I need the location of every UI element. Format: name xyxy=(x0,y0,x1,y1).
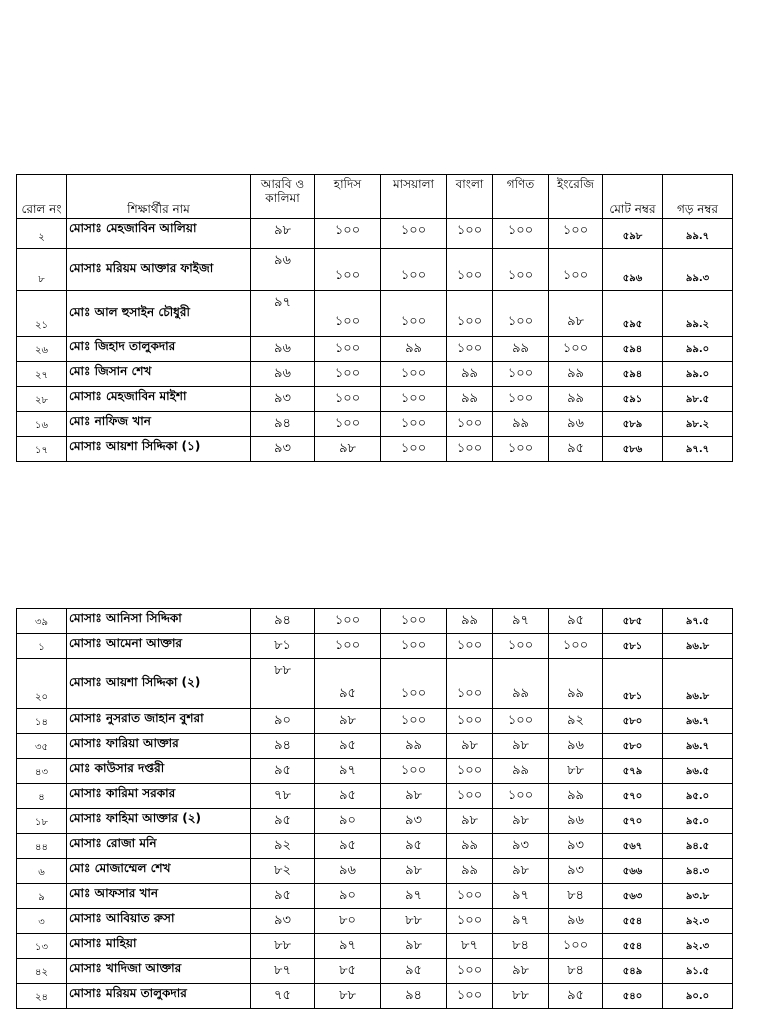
total-cell: ৫৭০ xyxy=(603,784,663,809)
bangla-mark-cell: ১০০ xyxy=(447,412,493,437)
results-table-2 xyxy=(16,608,733,1009)
english-mark-cell: ৯৫ xyxy=(549,984,603,1009)
total-cell: ৫৬৬ xyxy=(603,859,663,884)
math-mark-cell: ৯৮ xyxy=(493,809,549,834)
arabic-mark-cell: ৯৪ xyxy=(251,734,315,759)
hadith-mark-cell: ৯৮ xyxy=(315,709,381,734)
masala-mark-cell: ৯৩ xyxy=(381,809,447,834)
arabic-mark-cell: ৮৮ xyxy=(251,659,315,709)
masala-mark-cell: ১০০ xyxy=(381,437,447,462)
table-row xyxy=(17,834,733,859)
bangla-mark-cell: ১০০ xyxy=(447,984,493,1009)
arabic-mark-cell: ৯৫ xyxy=(251,884,315,909)
table-row xyxy=(17,437,733,462)
average-cell: ৯৯.৭ xyxy=(663,219,733,249)
english-mark-cell: ৯৩ xyxy=(549,859,603,884)
table-row xyxy=(17,659,733,709)
student-name-cell: মোসাঃ মরিয়ম আক্তার ফাইজা xyxy=(67,249,251,291)
arabic-mark-cell: ৯৭ xyxy=(251,291,315,337)
arabic-mark-cell: ৭৫ xyxy=(251,984,315,1009)
table-row xyxy=(17,959,733,984)
arabic-mark-cell: ৯৩ xyxy=(251,387,315,412)
bangla-mark-cell: ৯৯ xyxy=(447,362,493,387)
roll-cell: ১৪ xyxy=(17,709,67,734)
total-cell: ৫৯৪ xyxy=(603,362,663,387)
roll-cell: ২১ xyxy=(17,291,67,337)
student-name-cell: মোঃ জিহাদ তালুকদার xyxy=(67,337,251,362)
table-row xyxy=(17,387,733,412)
average-cell: ৯১.৫ xyxy=(663,959,733,984)
table-row xyxy=(17,609,733,634)
student-name-cell: মোসাঃ মেহজাবিন আলিয়া xyxy=(67,219,251,249)
arabic-mark-cell: ৯৩ xyxy=(251,437,315,462)
arabic-mark-cell: ৯৬ xyxy=(251,362,315,387)
average-cell: ৯৯.০ xyxy=(663,337,733,362)
math-mark-cell: ১০০ xyxy=(493,362,549,387)
student-name-cell: মোসাঃ মেহজাবিন মাইশা xyxy=(67,387,251,412)
hadith-mark-cell: ৯০ xyxy=(315,809,381,834)
average-cell: ৯৭.৫ xyxy=(663,609,733,634)
masala-mark-cell: ১০০ xyxy=(381,249,447,291)
english-mark-cell: ৯৫ xyxy=(549,437,603,462)
roll-cell: ৪৪ xyxy=(17,834,67,859)
student-name-cell: মোঃ কাউসার দপ্তরী xyxy=(67,759,251,784)
english-mark-cell: ৯২ xyxy=(549,709,603,734)
roll-cell: ১৬ xyxy=(17,412,67,437)
hadith-mark-cell: ৯০ xyxy=(315,884,381,909)
student-name-cell: মোঃ আফসার খান xyxy=(67,884,251,909)
bangla-mark-cell: ১০০ xyxy=(447,909,493,934)
table-row xyxy=(17,412,733,437)
table-row xyxy=(17,984,733,1009)
hadith-mark-cell: ১০০ xyxy=(315,387,381,412)
average-cell: ৯৩.৮ xyxy=(663,884,733,909)
roll-cell: ১৩ xyxy=(17,934,67,959)
roll-cell: ২০ xyxy=(17,659,67,709)
arabic-mark-cell: ৯৪ xyxy=(251,609,315,634)
math-mark-cell: ১০০ xyxy=(493,709,549,734)
total-cell: ৫৮৬ xyxy=(603,437,663,462)
total-cell: ৫৭৯ xyxy=(603,759,663,784)
masala-mark-cell: ১০০ xyxy=(381,291,447,337)
roll-cell: ৮ xyxy=(17,249,67,291)
average-cell: ৯২.৩ xyxy=(663,909,733,934)
english-mark-cell: ৯৯ xyxy=(549,659,603,709)
header-english: ইংরেজি xyxy=(549,175,603,219)
results-body-1 xyxy=(17,219,733,462)
student-name-cell: মোঃ জিসান শেখ xyxy=(67,362,251,387)
masala-mark-cell: ৯৫ xyxy=(381,834,447,859)
english-mark-cell: ৮৮ xyxy=(549,759,603,784)
table-row xyxy=(17,884,733,909)
masala-mark-cell: ৯৯ xyxy=(381,734,447,759)
english-mark-cell: ৯৬ xyxy=(549,909,603,934)
english-mark-cell: ৯৯ xyxy=(549,784,603,809)
masala-mark-cell: ১০০ xyxy=(381,362,447,387)
english-mark-cell: ১০০ xyxy=(549,219,603,249)
masala-mark-cell: ৯৮ xyxy=(381,859,447,884)
masala-mark-cell: ১০০ xyxy=(381,609,447,634)
average-cell: ৯৮.২ xyxy=(663,412,733,437)
total-cell: ৫৮১ xyxy=(603,634,663,659)
math-mark-cell: ১০০ xyxy=(493,437,549,462)
total-cell: ৫৯১ xyxy=(603,387,663,412)
average-cell: ৯২.৩ xyxy=(663,934,733,959)
english-mark-cell: ১০০ xyxy=(549,337,603,362)
bangla-mark-cell: ৯৯ xyxy=(447,609,493,634)
student-name-cell: মোসাঃ কারিমা সরকার xyxy=(67,784,251,809)
header-name: শিক্ষার্থীর নাম xyxy=(67,175,251,219)
bangla-mark-cell: ১০০ xyxy=(447,219,493,249)
math-mark-cell: ১০০ xyxy=(493,219,549,249)
bangla-mark-cell: ১০০ xyxy=(447,634,493,659)
average-cell: ৯৫.০ xyxy=(663,809,733,834)
bangla-mark-cell: ৯৮ xyxy=(447,809,493,834)
bangla-mark-cell: ৮৭ xyxy=(447,934,493,959)
arabic-mark-cell: ৯৫ xyxy=(251,759,315,784)
student-name-cell: মোসাঃ নুসরাত জাহান বুশরা xyxy=(67,709,251,734)
english-mark-cell: ৯৩ xyxy=(549,834,603,859)
bangla-mark-cell: ১০০ xyxy=(447,784,493,809)
math-mark-cell: ১০০ xyxy=(493,387,549,412)
hadith-mark-cell: ১০০ xyxy=(315,219,381,249)
english-mark-cell: ১০০ xyxy=(549,934,603,959)
average-cell: ৯৪.৩ xyxy=(663,859,733,884)
masala-mark-cell: ৯৭ xyxy=(381,884,447,909)
header-math: গণিত xyxy=(493,175,549,219)
arabic-mark-cell: ৯৬ xyxy=(251,337,315,362)
average-cell: ৯৭.৭ xyxy=(663,437,733,462)
math-mark-cell: ৯৯ xyxy=(493,412,549,437)
arabic-mark-cell: ৯৩ xyxy=(251,909,315,934)
average-cell: ৯০.০ xyxy=(663,984,733,1009)
header-arabic: আরবি ও কালিমা xyxy=(251,175,315,219)
table-row xyxy=(17,809,733,834)
masala-mark-cell: ১০০ xyxy=(381,759,447,784)
bangla-mark-cell: ১০০ xyxy=(447,249,493,291)
header-bangla: বাংলা xyxy=(447,175,493,219)
bangla-mark-cell: ১০০ xyxy=(447,291,493,337)
table-row xyxy=(17,859,733,884)
table-row xyxy=(17,709,733,734)
roll-cell: ৩৯ xyxy=(17,609,67,634)
arabic-mark-cell: ৮৮ xyxy=(251,934,315,959)
header-total: মোট নম্বর xyxy=(603,175,663,219)
student-name-cell: মোসাঃ ফাহিমা আক্তার (২) xyxy=(67,809,251,834)
masala-mark-cell: ১০০ xyxy=(381,387,447,412)
arabic-mark-cell: ৮২ xyxy=(251,859,315,884)
average-cell: ৯৪.৫ xyxy=(663,834,733,859)
total-cell: ৫৯৬ xyxy=(603,249,663,291)
hadith-mark-cell: ৯৮ xyxy=(315,437,381,462)
english-mark-cell: ১০০ xyxy=(549,634,603,659)
hadith-mark-cell: ৯৫ xyxy=(315,734,381,759)
arabic-mark-cell: ৯৬ xyxy=(251,249,315,291)
hadith-mark-cell: ৮০ xyxy=(315,909,381,934)
arabic-mark-cell: ৮১ xyxy=(251,634,315,659)
masala-mark-cell: ৯৫ xyxy=(381,959,447,984)
hadith-mark-cell: ৯৭ xyxy=(315,934,381,959)
masala-mark-cell: ৯৪ xyxy=(381,984,447,1009)
arabic-mark-cell: ৯২ xyxy=(251,834,315,859)
roll-cell: ১ xyxy=(17,634,67,659)
math-mark-cell: ৯৯ xyxy=(493,337,549,362)
hadith-mark-cell: ১০০ xyxy=(315,634,381,659)
roll-cell: ২৭ xyxy=(17,362,67,387)
math-mark-cell: ১০০ xyxy=(493,249,549,291)
table-row xyxy=(17,219,733,249)
hadith-mark-cell: ৯৭ xyxy=(315,759,381,784)
average-cell: ৯৮.৫ xyxy=(663,387,733,412)
total-cell: ৫৪০ xyxy=(603,984,663,1009)
bangla-mark-cell: ১০০ xyxy=(447,959,493,984)
roll-cell: ১৭ xyxy=(17,437,67,462)
masala-mark-cell: ৯৯ xyxy=(381,337,447,362)
bangla-mark-cell: ৯৯ xyxy=(447,387,493,412)
table-row xyxy=(17,734,733,759)
english-mark-cell: ৮৪ xyxy=(549,959,603,984)
total-cell: ৫৬৩ xyxy=(603,884,663,909)
english-mark-cell: ৯৯ xyxy=(549,362,603,387)
hadith-mark-cell: ৯৫ xyxy=(315,834,381,859)
arabic-mark-cell: ৯৪ xyxy=(251,412,315,437)
masala-mark-cell: ১০০ xyxy=(381,412,447,437)
math-mark-cell: ৮৮ xyxy=(493,984,549,1009)
average-cell: ৯৬.৭ xyxy=(663,709,733,734)
hadith-mark-cell: ৯৬ xyxy=(315,859,381,884)
hadith-mark-cell: ১০০ xyxy=(315,337,381,362)
student-name-cell: মোসাঃ আনিসা সিদ্দিকা xyxy=(67,609,251,634)
english-mark-cell: ৯৮ xyxy=(549,291,603,337)
roll-cell: ৩ xyxy=(17,909,67,934)
total-cell: ৫৮০ xyxy=(603,709,663,734)
math-mark-cell: ১০০ xyxy=(493,291,549,337)
student-name-cell: মোঃ মোজাম্মেল শেখ xyxy=(67,859,251,884)
hadith-mark-cell: ১০০ xyxy=(315,291,381,337)
math-mark-cell: ১০০ xyxy=(493,784,549,809)
table-row xyxy=(17,759,733,784)
roll-cell: ৯ xyxy=(17,884,67,909)
english-mark-cell: ৯৯ xyxy=(549,387,603,412)
student-name-cell: মোসাঃ খাদিজা আক্তার xyxy=(67,959,251,984)
masala-mark-cell: ৮৮ xyxy=(381,909,447,934)
bangla-mark-cell: ১০০ xyxy=(447,659,493,709)
masala-mark-cell: ১০০ xyxy=(381,709,447,734)
hadith-mark-cell: ৮৮ xyxy=(315,984,381,1009)
bangla-mark-cell: ১০০ xyxy=(447,437,493,462)
average-cell: ৯৬.৮ xyxy=(663,659,733,709)
table-row xyxy=(17,909,733,934)
bangla-mark-cell: ৯৯ xyxy=(447,834,493,859)
results-body-2 xyxy=(17,609,733,1009)
hadith-mark-cell: ৮৫ xyxy=(315,959,381,984)
english-mark-cell: ৮৪ xyxy=(549,884,603,909)
roll-cell: ২৮ xyxy=(17,387,67,412)
roll-cell: ২৬ xyxy=(17,337,67,362)
table-row xyxy=(17,249,733,291)
table-row xyxy=(17,784,733,809)
student-name-cell: মোসাঃ আবিয়াত রুসা xyxy=(67,909,251,934)
hadith-mark-cell: ৯৫ xyxy=(315,659,381,709)
total-cell: ৫৫৪ xyxy=(603,934,663,959)
total-cell: ৫৯৮ xyxy=(603,219,663,249)
total-cell: ৫৮০ xyxy=(603,734,663,759)
roll-cell: ৪ xyxy=(17,784,67,809)
total-cell: ৫৯৪ xyxy=(603,337,663,362)
arabic-mark-cell: ৯০ xyxy=(251,709,315,734)
student-name-cell: মোসাঃ আমেনা আক্তার xyxy=(67,634,251,659)
bangla-mark-cell: ৯৮ xyxy=(447,734,493,759)
hadith-mark-cell: ১০০ xyxy=(315,412,381,437)
table-row xyxy=(17,634,733,659)
header-masala: মাসয়ালা xyxy=(381,175,447,219)
math-mark-cell: ৯৮ xyxy=(493,959,549,984)
student-name-cell: মোসাঃ মাহিয়া xyxy=(67,934,251,959)
math-mark-cell: ৯৩ xyxy=(493,834,549,859)
masala-mark-cell: ১০০ xyxy=(381,634,447,659)
student-name-cell: মোসাঃ মরিয়ম তালুকদার xyxy=(67,984,251,1009)
student-name-cell: মোসাঃ ফারিয়া আক্তার xyxy=(67,734,251,759)
total-cell: ৫৮৫ xyxy=(603,609,663,634)
math-mark-cell: ৯৯ xyxy=(493,759,549,784)
average-cell: ৯৬.৫ xyxy=(663,759,733,784)
bangla-mark-cell: ১০০ xyxy=(447,337,493,362)
bangla-mark-cell: ৯৯ xyxy=(447,859,493,884)
average-cell: ৯৫.০ xyxy=(663,784,733,809)
math-mark-cell: ৯৮ xyxy=(493,734,549,759)
average-cell: ৯৬.৭ xyxy=(663,734,733,759)
arabic-mark-cell: ৯৮ xyxy=(251,219,315,249)
math-mark-cell: ৯৭ xyxy=(493,909,549,934)
masala-mark-cell: ৯৮ xyxy=(381,784,447,809)
bangla-mark-cell: ১০০ xyxy=(447,884,493,909)
student-name-cell: মোসাঃ রোজা মনি xyxy=(67,834,251,859)
english-mark-cell: ৯৬ xyxy=(549,809,603,834)
bangla-mark-cell: ১০০ xyxy=(447,759,493,784)
masala-mark-cell: ১০০ xyxy=(381,219,447,249)
arabic-mark-cell: ৯৫ xyxy=(251,809,315,834)
table-row xyxy=(17,291,733,337)
arabic-mark-cell: ৭৮ xyxy=(251,784,315,809)
hadith-mark-cell: ৯৫ xyxy=(315,784,381,809)
student-name-cell: মোসাঃ আয়শা সিদ্দিকা (১) xyxy=(67,437,251,462)
student-name-cell: মোসাঃ আয়শা সিদ্দিকা (২) xyxy=(67,659,251,709)
total-cell: ৫৫৪ xyxy=(603,909,663,934)
results-table-1 xyxy=(16,174,733,462)
table-row xyxy=(17,934,733,959)
math-mark-cell: ৯৭ xyxy=(493,884,549,909)
bangla-mark-cell: ১০০ xyxy=(447,709,493,734)
english-mark-cell: ৯৬ xyxy=(549,412,603,437)
math-mark-cell: ৮৪ xyxy=(493,934,549,959)
header-roll: রোল নং xyxy=(17,175,67,219)
total-cell: ৫৬৭ xyxy=(603,834,663,859)
table-row xyxy=(17,362,733,387)
hadith-mark-cell: ১০০ xyxy=(315,249,381,291)
math-mark-cell: ৯৭ xyxy=(493,609,549,634)
arabic-mark-cell: ৮৭ xyxy=(251,959,315,984)
average-cell: ৯৯.২ xyxy=(663,291,733,337)
roll-cell: ৪৩ xyxy=(17,759,67,784)
average-cell: ৯৬.৮ xyxy=(663,634,733,659)
total-cell: ৫৪৯ xyxy=(603,959,663,984)
total-cell: ৫৯৫ xyxy=(603,291,663,337)
roll-cell: ৬ xyxy=(17,859,67,884)
english-mark-cell: ১০০ xyxy=(549,249,603,291)
header-average: গড় নম্বর xyxy=(663,175,733,219)
masala-mark-cell: ৯৮ xyxy=(381,934,447,959)
hadith-mark-cell: ১০০ xyxy=(315,609,381,634)
student-name-cell: মোঃ আল হুসাইন চৌধুরী xyxy=(67,291,251,337)
hadith-mark-cell: ১০০ xyxy=(315,362,381,387)
math-mark-cell: ৯৯ xyxy=(493,659,549,709)
roll-cell: ১৮ xyxy=(17,809,67,834)
math-mark-cell: ৯৮ xyxy=(493,859,549,884)
student-name-cell: মোঃ নাফিজ খান xyxy=(67,412,251,437)
masala-mark-cell: ১০০ xyxy=(381,659,447,709)
total-cell: ৫৮১ xyxy=(603,659,663,709)
roll-cell: ৩৫ xyxy=(17,734,67,759)
english-mark-cell: ৯৫ xyxy=(549,609,603,634)
roll-cell: ৪২ xyxy=(17,959,67,984)
total-cell: ৫৭০ xyxy=(603,809,663,834)
table-row xyxy=(17,337,733,362)
header-row xyxy=(17,175,733,219)
math-mark-cell: ১০০ xyxy=(493,634,549,659)
total-cell: ৫৮৯ xyxy=(603,412,663,437)
average-cell: ৯৯.৩ xyxy=(663,249,733,291)
roll-cell: ২ xyxy=(17,219,67,249)
header-hadith: হাদিস xyxy=(315,175,381,219)
english-mark-cell: ৯৬ xyxy=(549,734,603,759)
roll-cell: ২৪ xyxy=(17,984,67,1009)
average-cell: ৯৯.০ xyxy=(663,362,733,387)
